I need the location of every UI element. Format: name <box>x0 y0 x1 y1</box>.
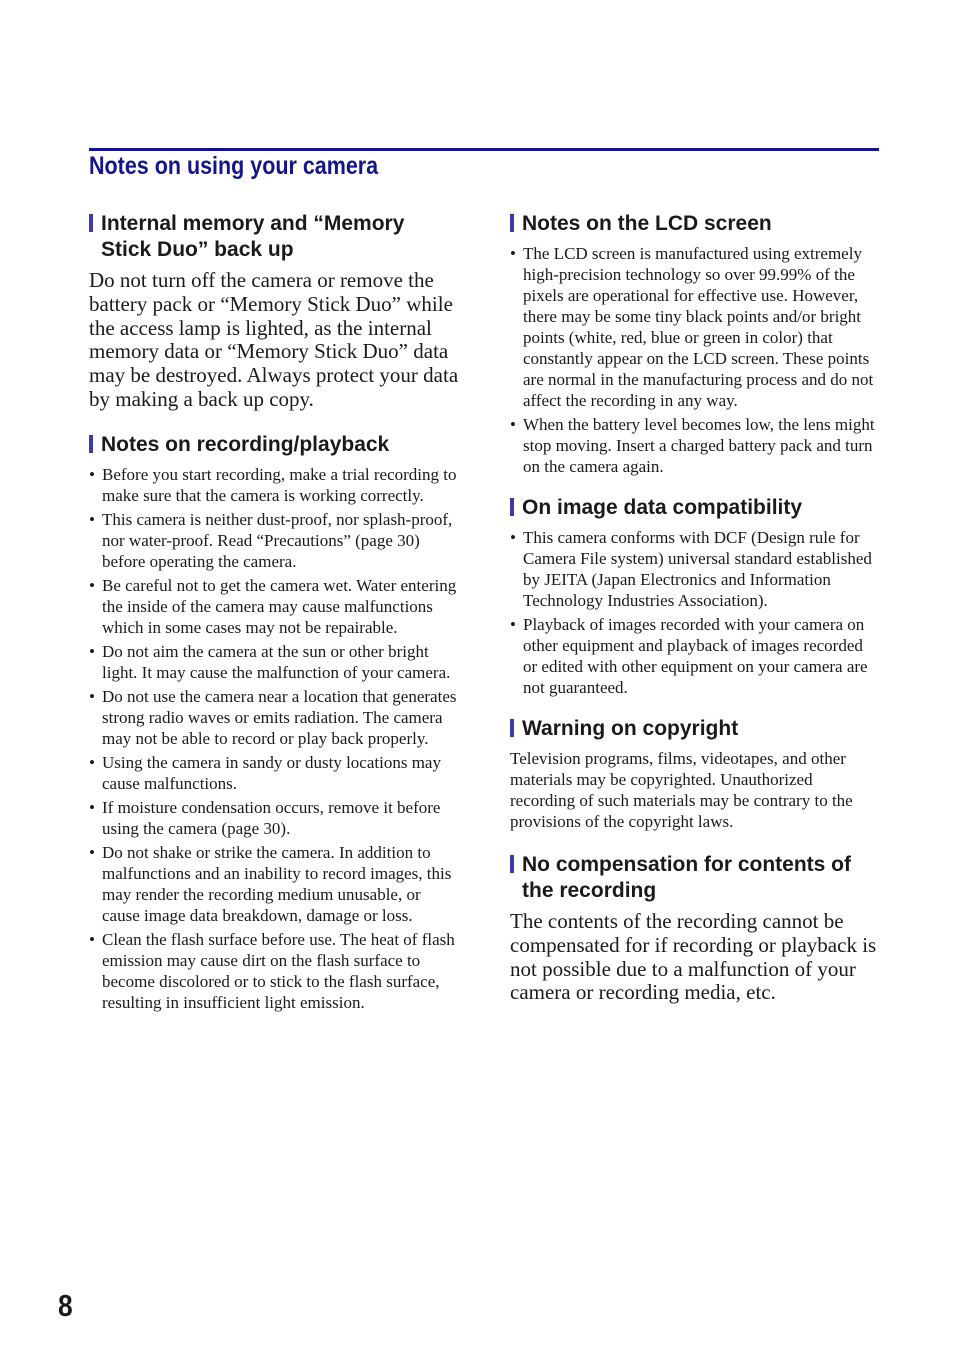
heading-marker <box>89 435 93 453</box>
section-heading-text: No compensation for contents of the recording <box>522 853 852 902</box>
title-rule <box>89 148 879 151</box>
bullet-glyph: • <box>89 641 95 661</box>
bullet-glyph: • <box>89 464 95 484</box>
section-heading-image-data <box>510 495 880 521</box>
list-item <box>510 527 880 611</box>
bullet-glyph: • <box>89 929 95 949</box>
list-item-text: When the battery level becomes low, the lens might stop moving. Insert a charged battery pack and turn on the camera again. <box>523 415 875 476</box>
section-heading-text: Warning on copyright <box>522 717 739 740</box>
left-column <box>89 211 459 1031</box>
list-item-text: The LCD screen is manufactured using extremely high-precision technology so over 99.99% of the pixels are operational for effective use. However, there may be some tiny black points and/or bright points (white, red, blue or green in color) that constantly appear on the LCD screen. These points are normal in the manufacturing process and do not affect the recording in any way. <box>523 244 874 410</box>
list-item <box>89 797 459 839</box>
section-heading-text: On image data compatibility <box>522 496 803 519</box>
right-column <box>510 211 880 1025</box>
list-item-text: Using the camera in sandy or dusty locations may cause malfunctions. <box>102 752 441 793</box>
section-heading-text: Notes on recording/playback <box>101 432 390 456</box>
list-item <box>89 752 459 794</box>
heading-marker <box>510 855 514 873</box>
bullet-glyph: • <box>89 686 95 706</box>
list-item <box>89 686 459 749</box>
bullet-glyph: • <box>510 528 516 547</box>
list-item-text: If moisture condensation occurs, remove it before using the camera (page 30). <box>102 797 441 838</box>
list-item <box>89 575 459 638</box>
list-item <box>89 842 459 926</box>
section-heading-text: Notes on the LCD screen <box>522 212 772 235</box>
section-heading-recording-playback <box>89 432 459 458</box>
bullet-glyph: • <box>89 752 95 772</box>
list-item <box>510 414 880 477</box>
bullet-glyph: • <box>89 842 95 862</box>
list-item-text: Clean the flash surface before use. The heat of flash emission may cause dirt on the flash surface to become discolored or to stick to the flash surface, resulting in insufficient light emission. <box>102 929 455 1012</box>
list-item-text: Playback of images recorded with your camera on other equipment and playback of images recorded or edited with other equipment on your camera are not guaranteed. <box>523 615 868 697</box>
list-item <box>510 614 880 698</box>
section-heading-lcd-screen <box>510 211 880 237</box>
section-heading-internal-memory <box>89 211 459 263</box>
bullet-glyph: • <box>510 244 516 263</box>
section-heading-no-compensation <box>510 852 880 904</box>
page-number: 8 <box>58 1288 73 1323</box>
list-item-text: Be careful not to get the camera wet. Water entering the inside of the camera may cause malfunctions which in some cases may not be repairable. <box>102 575 457 637</box>
list-item <box>89 509 459 572</box>
list-item-text: Before you start recording, make a trial recording to make sure that the camera is working correctly. <box>102 464 457 505</box>
page-title: Notes on using your camera <box>89 152 379 180</box>
bullet-glyph: • <box>89 797 95 817</box>
section-heading-text: Internal memory and “Memory Stick Duo” back up <box>101 212 405 261</box>
bullet-glyph: • <box>89 575 95 595</box>
bullet-glyph: • <box>510 615 516 634</box>
no-compensation-paragraph: The contents of the recording cannot be compensated for if recording or playback is not possible due to a malfunction of your camera or recording media, etc. <box>510 909 877 1005</box>
bullet-glyph: • <box>510 415 516 434</box>
list-item-text: This camera is neither dust-proof, nor splash-proof, nor water-proof. Read “Precautions” (page 30) before operating the camera. <box>102 509 453 571</box>
list-item-text: Do not aim the camera at the sun or other bright light. It may cause the malfunction of your camera. <box>102 641 451 682</box>
list-item-text: Do not shake or strike the camera. In addition to malfunctions and an inability to record images, this may render the recording medium unusable, or cause image data breakdown, damage or loss. <box>102 842 452 925</box>
list-item-text: This camera conforms with DCF (Design rule for Camera File system) universal standard established by JEITA (Japan Electronics and Information Technology Industries Association). <box>523 528 872 610</box>
recording-playback-list <box>89 464 459 1013</box>
heading-marker <box>510 214 514 232</box>
bullet-glyph: • <box>89 509 95 529</box>
heading-marker <box>89 214 93 232</box>
copyright-paragraph: Television programs, films, videotapes, and other materials may be copyrighted. Unauthorized recording of such materials may be contrary to the provisions of the copyright laws. <box>510 749 853 831</box>
heading-marker <box>510 498 514 516</box>
image-data-list <box>510 527 880 698</box>
lcd-screen-list <box>510 243 880 477</box>
list-item <box>89 929 459 1013</box>
internal-memory-paragraph: Do not turn off the camera or remove the battery pack or “Memory Stick Duo” while the access lamp is lighted, as the internal memory data or “Memory Stick Duo” data may be destroyed. Always protect your data by making a back up copy. <box>89 268 459 411</box>
section-heading-copyright <box>510 716 880 742</box>
list-item <box>510 243 880 411</box>
heading-marker <box>510 719 514 737</box>
list-item <box>89 641 459 683</box>
list-item <box>89 464 459 506</box>
list-item-text: Do not use the camera near a location that generates strong radio waves or emits radiation. The camera may not be able to record or play back properly. <box>102 686 457 748</box>
